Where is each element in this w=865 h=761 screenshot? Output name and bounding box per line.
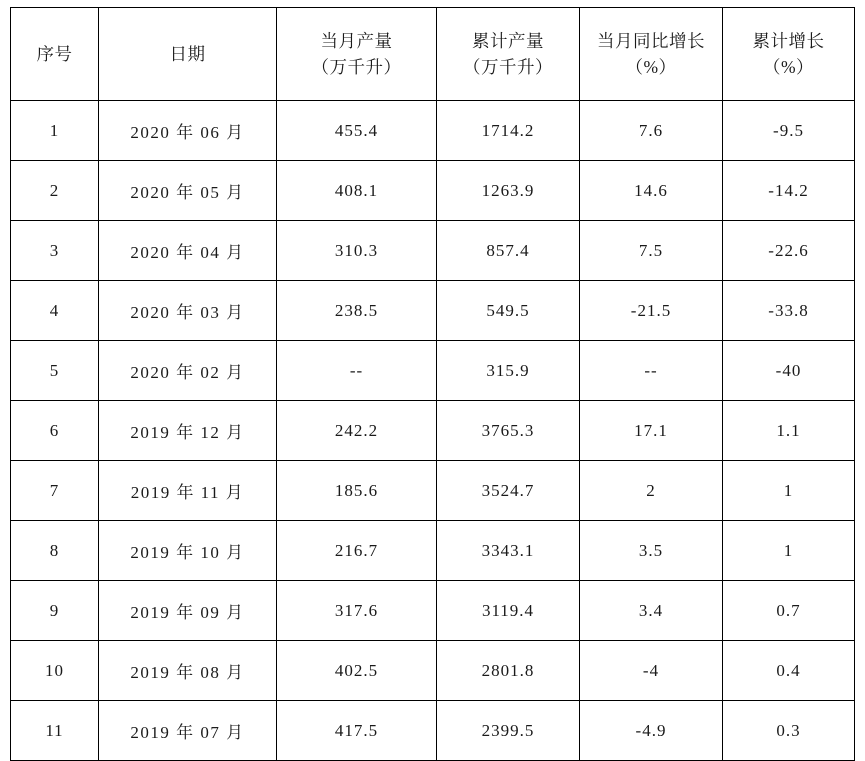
- cell-date: 2019 年 07 月: [99, 701, 277, 761]
- table-row: [11, 521, 855, 581]
- cell-index: 3: [11, 221, 99, 281]
- table-row: [11, 461, 855, 521]
- table-row: [11, 581, 855, 641]
- cell-cumulative-output: 1714.2: [437, 101, 580, 161]
- cell-monthly-yoy-growth: 2: [580, 461, 723, 521]
- table-row: [11, 401, 855, 461]
- column-header-monthly-yoy-growth: [580, 8, 723, 101]
- column-header-monthly-output: [277, 8, 437, 101]
- column-header-cumulative-output: [437, 8, 580, 101]
- document-page: [0, 7, 865, 761]
- cell-monthly-output: --: [277, 341, 437, 401]
- cell-cumulative-output: 2801.8: [437, 641, 580, 701]
- cell-monthly-output: 310.3: [277, 221, 437, 281]
- cell-index: 2: [11, 161, 99, 221]
- cell-cumulative-output: 549.5: [437, 281, 580, 341]
- table-body: [11, 101, 855, 761]
- column-header-monthly-yoy-growth-line-1: 当月同比增长: [597, 30, 705, 51]
- cell-monthly-output: 455.4: [277, 101, 437, 161]
- cell-cumulative-output: 315.9: [437, 341, 580, 401]
- table-row: [11, 281, 855, 341]
- column-header-cumulative-growth-line-1: 累计增长: [752, 30, 825, 51]
- cell-cumulative-output: 857.4: [437, 221, 580, 281]
- cell-date: 2020 年 05 月: [99, 161, 277, 221]
- cell-index: 5: [11, 341, 99, 401]
- cell-monthly-output: 238.5: [277, 281, 437, 341]
- cell-date: 2020 年 04 月: [99, 221, 277, 281]
- column-header-monthly-yoy-growth-line-2: （%）: [625, 57, 677, 77]
- cell-monthly-yoy-growth: -21.5: [580, 281, 723, 341]
- cell-cumulative-growth: 1.1: [723, 401, 855, 461]
- column-header-monthly-output-line-1: 当月产量: [320, 30, 393, 51]
- cell-monthly-output: 185.6: [277, 461, 437, 521]
- column-header-cumulative-growth-line-2: （%）: [762, 57, 815, 77]
- cell-monthly-output: 242.2: [277, 401, 437, 461]
- column-header-cumulative-growth: [723, 8, 855, 101]
- column-header-index-line-1: 序号: [36, 43, 73, 64]
- table-row: [11, 641, 855, 701]
- table-row: [11, 701, 855, 761]
- cell-monthly-yoy-growth: 17.1: [580, 401, 723, 461]
- cell-cumulative-growth: -33.8: [723, 281, 855, 341]
- cell-index: 7: [11, 461, 99, 521]
- cell-date: 2019 年 12 月: [99, 401, 277, 461]
- table-header: [11, 8, 855, 101]
- cell-cumulative-output: 3343.1: [437, 521, 580, 581]
- cell-monthly-yoy-growth: -4: [580, 641, 723, 701]
- cell-date: 2019 年 09 月: [99, 581, 277, 641]
- cell-index: 6: [11, 401, 99, 461]
- cell-cumulative-output: 3765.3: [437, 401, 580, 461]
- table-row: [11, 341, 855, 401]
- cell-cumulative-growth: 0.7: [723, 581, 855, 641]
- column-header-monthly-output-line-2: （万千升）: [311, 57, 402, 77]
- table-row: [11, 101, 855, 161]
- table-row: [11, 221, 855, 281]
- cell-monthly-yoy-growth: --: [580, 341, 723, 401]
- cell-cumulative-output: 3119.4: [437, 581, 580, 641]
- cell-date: 2020 年 02 月: [99, 341, 277, 401]
- cell-cumulative-growth: 1: [723, 521, 855, 581]
- cell-index: 8: [11, 521, 99, 581]
- cell-index: 9: [11, 581, 99, 641]
- cell-cumulative-growth: -40: [723, 341, 855, 401]
- cell-date: 2019 年 10 月: [99, 521, 277, 581]
- cell-cumulative-output: 3524.7: [437, 461, 580, 521]
- column-header-date: [99, 8, 277, 101]
- cell-index: 10: [11, 641, 99, 701]
- cell-monthly-yoy-growth: 7.5: [580, 221, 723, 281]
- cell-cumulative-output: 2399.5: [437, 701, 580, 761]
- table-row: [11, 161, 855, 221]
- cell-monthly-output: 317.6: [277, 581, 437, 641]
- cell-cumulative-growth: -22.6: [723, 221, 855, 281]
- column-header-cumulative-output-line-2: （万千升）: [463, 57, 553, 77]
- cell-monthly-output: 216.7: [277, 521, 437, 581]
- cell-cumulative-output: 1263.9: [437, 161, 580, 221]
- cell-date: 2019 年 11 月: [99, 461, 277, 521]
- column-header-date-line-1: 日期: [169, 43, 206, 64]
- production-statistics-table: [10, 7, 855, 761]
- table-header-row: [11, 8, 855, 101]
- cell-cumulative-growth: 1: [723, 461, 855, 521]
- cell-index: 11: [11, 701, 99, 761]
- cell-date: 2020 年 06 月: [99, 101, 277, 161]
- cell-monthly-yoy-growth: 3.4: [580, 581, 723, 641]
- cell-cumulative-growth: 0.4: [723, 641, 855, 701]
- cell-monthly-output: 417.5: [277, 701, 437, 761]
- cell-cumulative-growth: -9.5: [723, 101, 855, 161]
- cell-date: 2020 年 03 月: [99, 281, 277, 341]
- cell-cumulative-growth: 0.3: [723, 701, 855, 761]
- cell-cumulative-growth: -14.2: [723, 161, 855, 221]
- cell-monthly-yoy-growth: 14.6: [580, 161, 723, 221]
- cell-monthly-output: 402.5: [277, 641, 437, 701]
- column-header-index: [11, 8, 99, 101]
- cell-monthly-yoy-growth: 7.6: [580, 101, 723, 161]
- cell-index: 1: [11, 101, 99, 161]
- column-header-cumulative-output-line-1: 累计产量: [472, 30, 544, 51]
- cell-monthly-yoy-growth: -4.9: [580, 701, 723, 761]
- cell-date: 2019 年 08 月: [99, 641, 277, 701]
- cell-index: 4: [11, 281, 99, 341]
- cell-monthly-yoy-growth: 3.5: [580, 521, 723, 581]
- cell-monthly-output: 408.1: [277, 161, 437, 221]
